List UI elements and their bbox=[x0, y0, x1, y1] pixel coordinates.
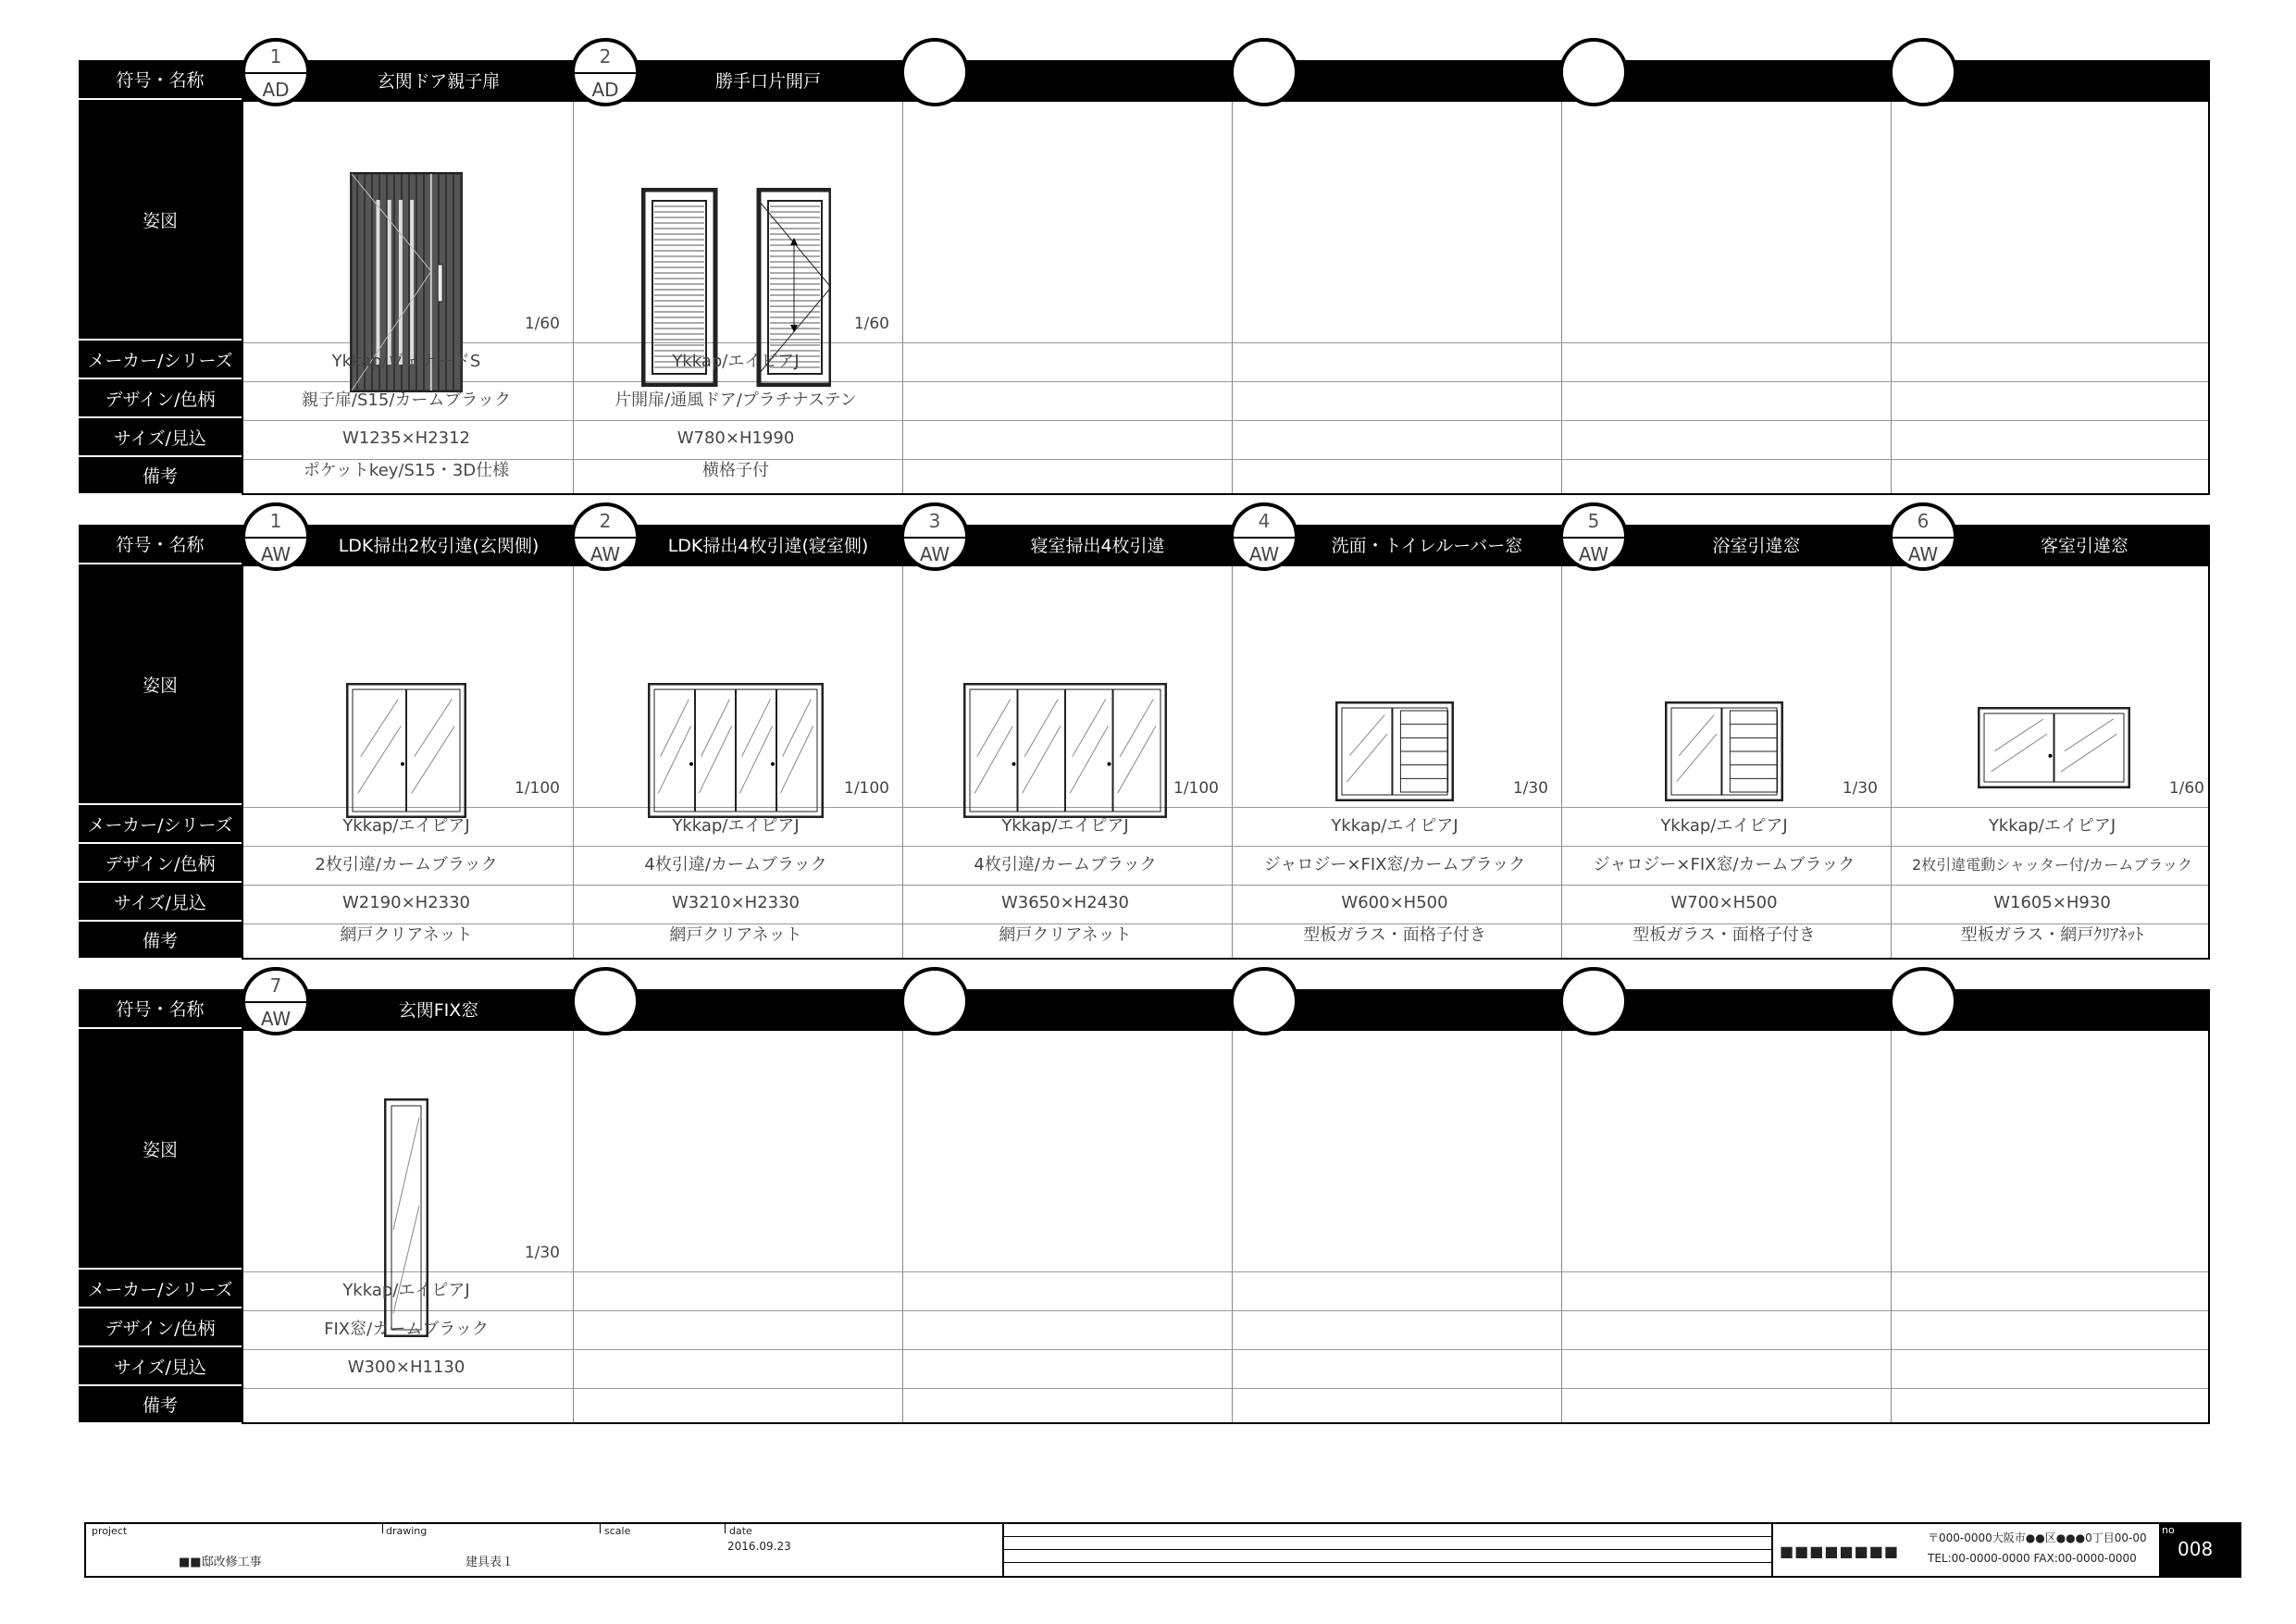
remarks-value: 型板ガラス・面格子付き bbox=[1632, 924, 1816, 945]
drawing-scale: 1/60 bbox=[524, 315, 560, 333]
symbol-divider bbox=[245, 537, 306, 539]
fitting-type-code: AW bbox=[1907, 543, 1939, 565]
symbol-divider bbox=[575, 537, 636, 539]
maker-series-value bbox=[900, 341, 1230, 379]
fitting-symbol-circle bbox=[571, 967, 639, 1035]
drawing-scale: 1/30 bbox=[1842, 779, 1878, 798]
remarks-value bbox=[242, 1379, 571, 1417]
schedule-section-2 bbox=[79, 510, 2210, 960]
fitting-name bbox=[645, 989, 891, 1029]
drawing-label: drawing bbox=[386, 1525, 428, 1537]
fitting-name: 洗面・トイレルーバー窓 bbox=[1331, 536, 1523, 556]
fitting-symbol-circle bbox=[1559, 38, 1628, 106]
maker-series-value: Ykkap/エイピアJ bbox=[1001, 816, 1129, 836]
fitting-name: 勝手口片開戸 bbox=[714, 71, 821, 92]
maker-series-value bbox=[900, 1270, 1230, 1308]
maker-series-value bbox=[1230, 1270, 1559, 1308]
fitting-symbol-circle bbox=[571, 502, 639, 571]
drawing-scale: 1/60 bbox=[2168, 779, 2204, 798]
date-value: 2016.09.23 bbox=[727, 1540, 791, 1553]
fitting-symbol-circle bbox=[1230, 967, 1298, 1035]
drawing-scale: 1/100 bbox=[515, 779, 560, 798]
design-color-value bbox=[900, 379, 1230, 418]
design-color-value: 2枚引違電動シャッター付/カームブラック bbox=[1912, 855, 2192, 874]
fitting-number: 1 bbox=[269, 510, 282, 532]
fitting-symbol-circle bbox=[1889, 38, 1957, 106]
figure-cell bbox=[571, 100, 900, 341]
maker-series-value: Ykkap/エイピアJ bbox=[1331, 816, 1458, 836]
fitting-symbol-circle bbox=[1230, 502, 1298, 571]
figure-cell bbox=[1889, 100, 2215, 341]
fitting-type-code: AD bbox=[262, 79, 290, 101]
project-name: ■■邸改修工事 bbox=[179, 1556, 262, 1569]
fitting-name: LDK掃出4枚引違(寝室側) bbox=[667, 536, 869, 556]
size-value: W700×H500 bbox=[1670, 892, 1778, 912]
remarks-value: ポケットkey/S15・3D仕様 bbox=[303, 460, 510, 480]
figure-cell bbox=[1559, 100, 1889, 341]
fitting-number: 5 bbox=[1587, 510, 1600, 532]
maker-series-value bbox=[1559, 1270, 1889, 1308]
remarks-value: 網戸クリアネット bbox=[669, 924, 802, 945]
design-color-value bbox=[1889, 1308, 2215, 1347]
remarks-value: 型板ガラス・網戸ｸﾘｱﾈｯﾄ bbox=[1960, 924, 2144, 945]
fitting-name bbox=[1304, 989, 1550, 1029]
remarks-value: 横格子付 bbox=[702, 460, 769, 480]
fitting-name bbox=[974, 989, 1221, 1029]
fitting-number: 7 bbox=[269, 974, 282, 997]
design-color-value bbox=[1559, 379, 1889, 418]
fitting-name: 客室引違窓 bbox=[2040, 536, 2128, 556]
fitting-type-code: AD bbox=[591, 79, 619, 101]
maker-series-label: メーカー/シリーズ bbox=[79, 1270, 242, 1308]
figure-label: 姿図 bbox=[79, 564, 242, 805]
figure-cell bbox=[900, 1029, 1230, 1270]
fitting-name bbox=[1963, 989, 2206, 1029]
design-color-value bbox=[1889, 379, 2215, 418]
size-value: W1605×H930 bbox=[1993, 892, 2111, 912]
schedule-section-1 bbox=[79, 45, 2210, 495]
maker-series-value bbox=[1230, 341, 1559, 379]
design-color-value: 4枚引違/カームブラック bbox=[974, 855, 1157, 874]
remarks-value bbox=[1230, 1379, 1559, 1417]
design-color-value: FIX窓/カームブラック bbox=[324, 1320, 489, 1339]
design-color-value: ジャロジー×FIX窓/カームブラック bbox=[1593, 855, 1855, 874]
fitting-number: 6 bbox=[1917, 510, 1930, 532]
size-label: サイズ/見込 bbox=[79, 1347, 242, 1386]
design-color-value: ジャロジー×FIX窓/カームブラック bbox=[1263, 855, 1526, 874]
figure-label: 姿図 bbox=[79, 100, 242, 341]
figure-cell bbox=[242, 564, 571, 805]
maker-series-value bbox=[571, 1270, 900, 1308]
symbol-divider bbox=[575, 72, 636, 74]
size-label: サイズ/見込 bbox=[79, 418, 242, 457]
figure-cell bbox=[1889, 564, 2215, 805]
maker-series-value: Ykkap/エイピアJ bbox=[1660, 816, 1788, 836]
figure-cell bbox=[242, 100, 571, 341]
slide-4-elevation-drawing bbox=[963, 683, 1167, 818]
remarks-value bbox=[1889, 450, 2215, 488]
fitting-name bbox=[1633, 60, 1880, 100]
fitting-symbol-circle bbox=[900, 38, 969, 106]
drawing-scale: 1/60 bbox=[853, 315, 889, 333]
remarks-value bbox=[1559, 1379, 1889, 1417]
remarks-value: 網戸クリアネット bbox=[999, 924, 1132, 945]
fitting-number: 1 bbox=[269, 45, 282, 68]
date-label: date bbox=[729, 1525, 752, 1537]
fitting-number: 2 bbox=[599, 45, 612, 68]
fitting-name: 玄関ドア親子扉 bbox=[377, 71, 501, 92]
fitting-name: LDK掃出2枚引違(玄関側) bbox=[338, 536, 540, 556]
design-color-label: デザイン/色柄 bbox=[79, 844, 242, 883]
fitting-name bbox=[974, 60, 1221, 100]
fitting-symbol-circle bbox=[242, 502, 310, 571]
size-label: サイズ/見込 bbox=[79, 883, 242, 922]
fitting-name: 浴室引違窓 bbox=[1712, 536, 1801, 556]
remarks-value bbox=[571, 1379, 900, 1417]
fitting-number: 3 bbox=[928, 510, 941, 532]
fitting-name: 玄関FIX窓 bbox=[398, 1000, 479, 1021]
office-name: ■■■■■■■■ bbox=[1780, 1543, 1899, 1560]
fitting-symbol-circle bbox=[1889, 967, 1957, 1035]
maker-series-value bbox=[1559, 341, 1889, 379]
design-color-value bbox=[900, 1308, 1230, 1347]
size-value: W300×H1130 bbox=[347, 1357, 465, 1377]
design-color-value: 4枚引違/カームブラック bbox=[644, 855, 827, 874]
drawing-scale: 1/30 bbox=[1512, 779, 1548, 798]
figure-cell bbox=[1889, 1029, 2215, 1270]
figure-cell bbox=[900, 100, 1230, 341]
maker-series-value: Ykkap/エイピアJ bbox=[342, 1281, 470, 1300]
office-tel-fax: TEL:00-0000-0000 FAX:00-0000-0000 bbox=[1928, 1552, 2137, 1565]
fitting-symbol-circle bbox=[571, 38, 639, 106]
sheet-number: 008 bbox=[2178, 1538, 2214, 1560]
figure-cell bbox=[1230, 564, 1559, 805]
size-value: W1235×H2312 bbox=[341, 428, 471, 448]
figure-cell bbox=[1230, 1029, 1559, 1270]
slide-4-elevation-drawing bbox=[648, 683, 824, 818]
figure-label: 姿図 bbox=[79, 1029, 242, 1270]
code-name-label: 符号・名称 bbox=[79, 60, 242, 100]
office-address: 〒000-0000大阪市●●区●●●0丁目00-00 bbox=[1928, 1531, 2147, 1544]
remarks-value bbox=[900, 1379, 1230, 1417]
scale-label: scale bbox=[604, 1525, 631, 1537]
remarks-value bbox=[900, 450, 1230, 488]
figure-cell bbox=[1559, 564, 1889, 805]
maker-series-label: メーカー/シリーズ bbox=[79, 805, 242, 844]
remarks-value: 網戸クリアネット bbox=[340, 924, 473, 945]
fitting-symbol-circle bbox=[1559, 502, 1628, 571]
fitting-symbol-circle bbox=[900, 502, 969, 571]
design-color-value bbox=[1559, 1308, 1889, 1347]
symbol-divider bbox=[245, 1001, 306, 1003]
slide-2-small-elevation-drawing bbox=[1978, 707, 2130, 788]
remarks-value bbox=[1889, 1379, 2215, 1417]
schedule-section-3 bbox=[79, 974, 2210, 1424]
size-value: W3210×H2330 bbox=[671, 892, 800, 912]
design-color-value bbox=[571, 1308, 900, 1347]
fitting-type-code: AW bbox=[1248, 543, 1280, 565]
maker-series-value: Ykkap/エイピアJ bbox=[672, 816, 800, 836]
size-value: W2190×H2330 bbox=[341, 892, 471, 912]
remarks-value: 型板ガラス・面格子付き bbox=[1303, 924, 1486, 945]
maker-series-value bbox=[1889, 1270, 2215, 1308]
fitting-name bbox=[1304, 60, 1550, 100]
maker-series-value: Ykkap/エイピアJ bbox=[342, 816, 470, 836]
slide-2-elevation-drawing bbox=[346, 683, 466, 818]
figure-cell bbox=[242, 1029, 571, 1270]
figure-cell bbox=[1559, 1029, 1889, 1270]
fitting-symbol-circle bbox=[242, 967, 310, 1035]
maker-series-value: Ykkap/エイピアJ bbox=[1988, 816, 2116, 836]
code-name-label: 符号・名称 bbox=[79, 525, 242, 564]
symbol-divider bbox=[245, 72, 306, 74]
maker-series-value bbox=[1889, 341, 2215, 379]
maker-series-value: Ykkap/ヴェナードS bbox=[331, 352, 481, 371]
fitting-name bbox=[1963, 60, 2206, 100]
code-name-label: 符号・名称 bbox=[79, 989, 242, 1029]
design-color-value bbox=[1230, 379, 1559, 418]
drawing-scale: 1/30 bbox=[524, 1244, 560, 1262]
project-label: project bbox=[92, 1525, 128, 1537]
figure-cell bbox=[571, 564, 900, 805]
figure-cell bbox=[571, 1029, 900, 1270]
remarks-label: 備考 bbox=[79, 1386, 242, 1424]
symbol-divider bbox=[1893, 537, 1954, 539]
fitting-symbol-circle bbox=[242, 38, 310, 106]
size-value: W780×H1990 bbox=[676, 428, 795, 448]
title-block bbox=[84, 1522, 2241, 1578]
fitting-type-code: AW bbox=[260, 543, 292, 565]
drawing-scale: 1/100 bbox=[844, 779, 889, 798]
fitting-type-code: AW bbox=[919, 543, 950, 565]
size-value: W600×H500 bbox=[1341, 892, 1448, 912]
design-color-value: 2枚引違/カームブラック bbox=[315, 855, 498, 874]
remarks-label: 備考 bbox=[79, 922, 242, 960]
no-label: no bbox=[2162, 1524, 2175, 1536]
maker-series-value: Ykkap/エイピアJ bbox=[672, 352, 800, 371]
figure-cell bbox=[900, 564, 1230, 805]
fitting-type-code: AW bbox=[260, 1008, 292, 1030]
louver-elevation-drawing bbox=[1335, 701, 1454, 801]
symbol-divider bbox=[1234, 537, 1295, 539]
fitting-symbol-circle bbox=[1230, 38, 1298, 106]
drawing-scale: 1/100 bbox=[1173, 779, 1219, 798]
fitting-symbol-circle bbox=[900, 967, 969, 1035]
design-color-label: デザイン/色柄 bbox=[79, 379, 242, 418]
fitting-number: 4 bbox=[1258, 510, 1271, 532]
remarks-label: 備考 bbox=[79, 457, 242, 495]
fitting-name: 寝室掃出4枚引違 bbox=[1030, 536, 1165, 556]
design-color-value bbox=[1230, 1308, 1559, 1347]
louver-elevation-drawing bbox=[1665, 701, 1783, 801]
fitting-type-code: AW bbox=[590, 543, 621, 565]
fitting-symbol-circle bbox=[1889, 502, 1957, 571]
size-value: W3650×H2430 bbox=[1000, 892, 1130, 912]
design-color-value: 片開扉/通風ドア/プラチナステン bbox=[614, 391, 857, 410]
fitting-type-code: AW bbox=[1578, 543, 1609, 565]
design-color-label: デザイン/色柄 bbox=[79, 1308, 242, 1347]
symbol-divider bbox=[904, 537, 965, 539]
fitting-name bbox=[1633, 989, 1880, 1029]
design-color-value: 親子扉/S15/カームブラック bbox=[301, 391, 512, 410]
remarks-value bbox=[1230, 450, 1559, 488]
fitting-symbol-circle bbox=[1559, 967, 1628, 1035]
symbol-divider bbox=[1563, 537, 1624, 539]
maker-series-label: メーカー/シリーズ bbox=[79, 341, 242, 379]
figure-cell bbox=[1230, 100, 1559, 341]
fitting-number: 2 bbox=[599, 510, 612, 532]
drawing-name: 建具表１ bbox=[465, 1556, 515, 1569]
remarks-value bbox=[1559, 450, 1889, 488]
